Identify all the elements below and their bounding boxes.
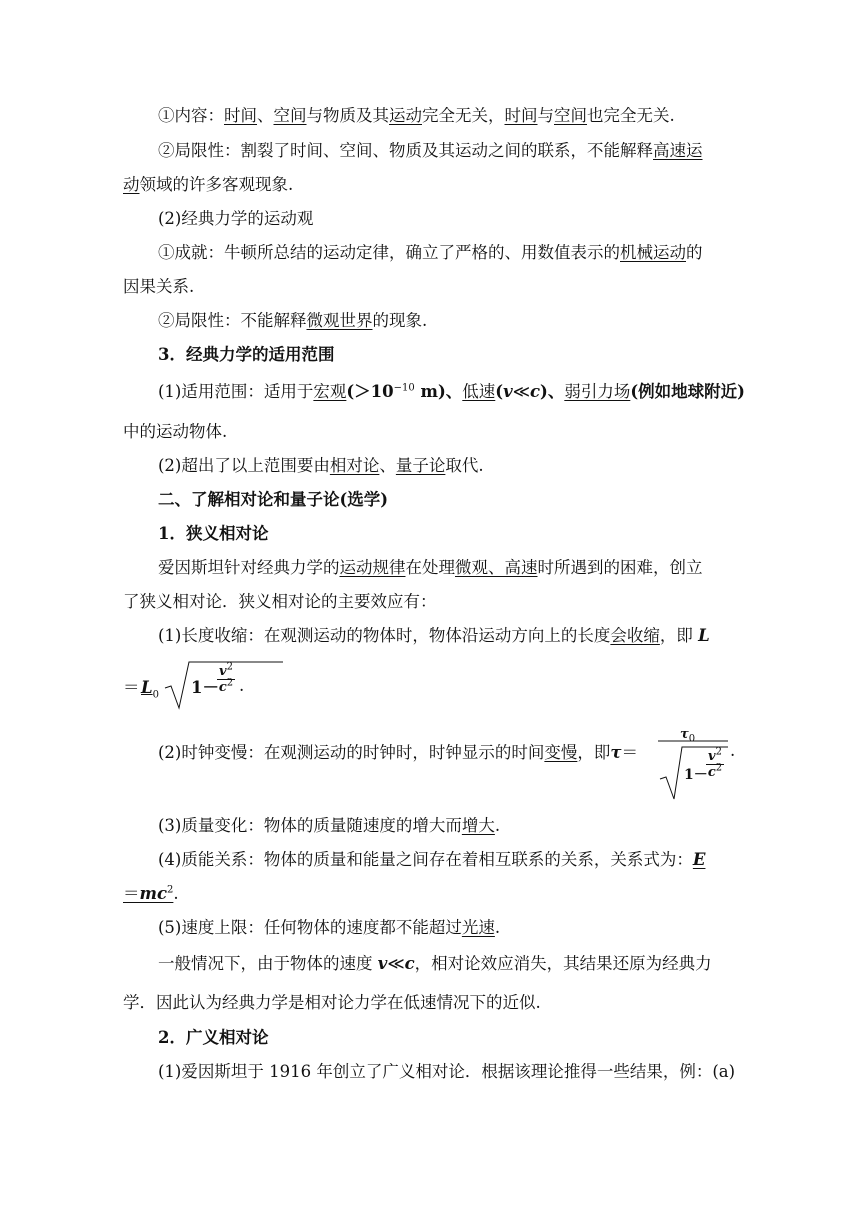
achievement-line-cont: 因果关系. — [123, 277, 195, 296]
document-page: ①内容：时间、空间与物质及其运动完全无关，时间与空间也完全无关. ②局限性：割裂了时间、空间、物质及其运动之间的联系，不能解释高速运 动领域的许多客观现象. (2)经典力学的运动观 ①成就：牛顿所总结的运动定律，确立了严格的、用数值表示的机械运动的 因果关系. ②局限性：不能解释微观世界的现象. 3．经典力学的适用范围 (1)适用范围：适用于宏观($>10^{-10}$ m)、低速(v≪c)、弱引力场(例如地球附近) 中的运动物体. (2)超出了以上范围要由相对论、量子论取代. 二、了解相对论和量子论(选学) 1．狭义相对论 爱因斯坦针对经典力学的运动规律在处理微观、高速时所遇到的困难，创立 了狭义相对论．狭义相对论的主要效应有： (1)长度收缩：在观测运动的物体时，物体沿运动方向上的长度会收缩，即 L ＝ $L_0$ 1－ $\frac{v^2}{c^2}$ . (2)时钟变慢：在观测运动的时钟时，时钟显示的时间变慢，即τ＝ $\tau_0$ 1－ $\frac{v^2}{c^2}$ . (3)质量变化：物体的质量随速度的增大而增大. (4)质能关系：物体的质量和能量之间存在着相互联系的关系，关系式为：E $=mc^2$. (5)速度上限：任何物体的速度都不能超过光速. 一般情况下，由于物体的速度 v≪c，相对论效应消失，其结果还原为经典力 学．因此认为经典力学是相对论力学在低速情况下的近似. 2．广义相对论 (1)爱因斯坦于 1916 年创立了广义相对论．根据该理论推得一些结果，例：(a) — [123, 106, 745, 1081]
content-line: ①内容：时间、空间与物质及其运动完全无关，时间与空间也完全无关. — [158, 106, 675, 125]
section-heading: 2．广义相对论 — [158, 1028, 269, 1047]
section-heading: (2)经典力学的运动观 — [158, 209, 314, 228]
mass-energy-formula: $=mc^2$. — [123, 884, 179, 903]
v2-over-c2: $\frac{v^2}{c^2}$ — [707, 746, 723, 780]
L0-symbol: $L_0$ — [141, 678, 159, 701]
replacement-line: (2)超出了以上范围要由相对论、量子论取代. — [158, 456, 484, 475]
scope-line: (1)适用范围：适用于宏观($>10^{-10}$ m)、低速(v≪c)、弱引力场(例如地球附近) — [158, 382, 745, 401]
mass-energy-line: (4)质能关系：物体的质量和能量之间存在着相互联系的关系，关系式为：E — [158, 850, 706, 869]
section-heading: 3．经典力学的适用范围 — [158, 345, 335, 364]
scope-line-cont: 中的运动物体. — [123, 422, 228, 441]
general-case-line-cont: 学．因此认为经典力学是相对论力学在低速情况下的近似. — [123, 993, 541, 1012]
tau0-symbol: $\tau_0$ — [680, 727, 696, 745]
section-heading: 1．狭义相对论 — [158, 524, 269, 543]
v2-over-c2: $\frac{v^2}{c^2}$ — [218, 661, 234, 695]
general-case-line: 一般情况下，由于物体的速度 v≪c，相对论效应消失，其结果还原为经典力 — [158, 954, 712, 973]
speed-limit-line: (5)速度上限：任何物体的速度都不能超过光速. — [158, 918, 501, 937]
special-relativity-line: 爱因斯坦针对经典力学的运动规律在处理微观、高速时所遇到的困难，创立 — [158, 558, 703, 577]
achievement-line: ①成就：牛顿所总结的运动定律，确立了严格的、用数值表示的机械运动的 — [158, 243, 703, 262]
limitation-line: ②局限性：割裂了时间、空间、物质及其运动之间的联系，不能解释高速运 — [158, 141, 703, 160]
general-relativity-line: (1)爱因斯坦于 1916 年创立了广义相对论．根据该理论推得一些结果，例：(a) — [158, 1062, 736, 1081]
mass-change-line: (3)质量变化：物体的质量随速度的增大而增大. — [158, 816, 501, 835]
limitation-line-2: ②局限性：不能解释微观世界的现象. — [158, 311, 428, 330]
length-contraction-line: (1)长度收缩：在观测运动的物体时，物体沿运动方向上的长度会收缩，即 L — [158, 626, 710, 645]
chapter-heading: 二、了解相对论和量子论(选学) — [158, 490, 389, 509]
limitation-line-cont: 动领域的许多客观现象. — [123, 175, 294, 194]
special-relativity-line-cont: 了狭义相对论．狭义相对论的主要效应有： — [123, 592, 437, 611]
